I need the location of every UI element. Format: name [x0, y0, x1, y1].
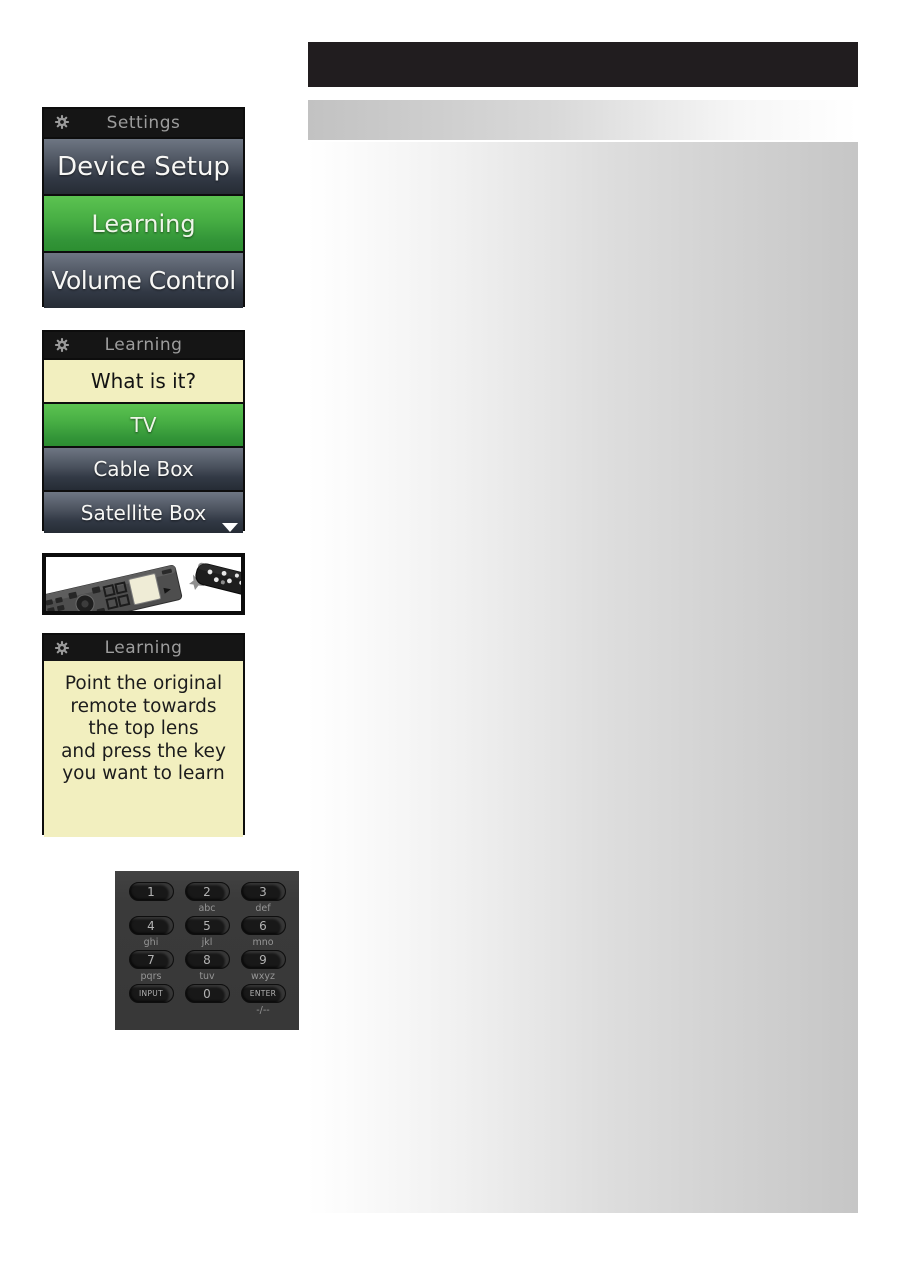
page-content-area [308, 142, 858, 1213]
instruction-line: you want to learn [62, 763, 225, 784]
key-1[interactable]: 1 [129, 882, 174, 901]
remotes-illustration [46, 557, 241, 611]
menu-item-satellite-box[interactable] [44, 490, 243, 533]
menu-item-learning[interactable]: Learning [44, 194, 243, 251]
keypad-cell [123, 984, 179, 1018]
scroll-down-indicator-icon[interactable] [222, 523, 238, 532]
page-subtitle-bar [308, 100, 858, 140]
keypad-cell [235, 916, 291, 950]
gear-icon [53, 113, 71, 131]
learning-remotes-photo [42, 553, 245, 615]
learning-device-panel-header [44, 332, 243, 358]
key-6[interactable]: 6 [241, 916, 286, 935]
menu-item-volume-control[interactable]: Volume Control [44, 251, 243, 308]
key-9[interactable]: 9 [241, 950, 286, 969]
key-4[interactable]: 4 [129, 916, 174, 935]
gear-icon [53, 639, 71, 657]
key-5[interactable]: 5 [185, 916, 230, 935]
key-enter-sublabel: -/-- [256, 1005, 270, 1016]
menu-item-cable-box[interactable]: Cable Box [44, 446, 243, 490]
remote-number-keypad [115, 871, 299, 1030]
key-7-sublabel: pqrs [140, 971, 162, 982]
keypad-row [123, 984, 291, 1018]
key-8-sublabel: tuv [199, 971, 215, 982]
settings-panel [42, 107, 245, 307]
instruction-line: remote towards [70, 695, 217, 717]
key-9-sublabel: wxyz [250, 971, 275, 982]
settings-panel-header [44, 109, 243, 137]
keypad-row [123, 916, 291, 950]
keypad-cell [235, 950, 291, 984]
key-2[interactable]: 2 [185, 882, 230, 901]
menu-item-what-is-it[interactable]: What is it? [44, 358, 243, 402]
key-enter[interactable]: ENTER [241, 984, 286, 1003]
keypad-cell [123, 882, 179, 916]
page-title-bar [308, 42, 858, 87]
learning-instruction-panel-title: Learning [104, 638, 183, 658]
key-4-sublabel: ghi [143, 937, 159, 948]
keypad-cell [179, 984, 235, 1018]
learning-device-panel [42, 330, 245, 531]
keypad-row [123, 882, 291, 916]
key-8[interactable]: 8 [185, 950, 230, 969]
keypad-row [123, 950, 291, 984]
key-7[interactable]: 7 [129, 950, 174, 969]
menu-item-device-setup[interactable]: Device Setup [44, 137, 243, 194]
keypad-cell [235, 882, 291, 916]
key-6-sublabel: mno [252, 937, 274, 948]
key-5-sublabel: jkl [201, 937, 213, 948]
instruction-text [44, 661, 243, 837]
gear-icon [53, 336, 71, 354]
settings-panel-title: Settings [106, 113, 181, 133]
instruction-line: the top lens [88, 718, 199, 739]
keypad-cell [179, 950, 235, 984]
key-2-sublabel: abc [198, 903, 216, 914]
keypad-cell [123, 950, 179, 984]
key-input[interactable]: INPUT [129, 984, 174, 1003]
key-3[interactable]: 3 [241, 882, 286, 901]
instruction-line: Point the original [64, 673, 223, 694]
keypad-cell [179, 916, 235, 950]
key-0[interactable]: 0 [185, 984, 230, 1003]
menu-item-tv[interactable]: TV [44, 402, 243, 446]
key-3-sublabel: def [255, 903, 271, 914]
menu-item-satellite-box-label: Satellite Box [80, 500, 207, 525]
keypad-cell [235, 984, 291, 1018]
keypad-cell [179, 882, 235, 916]
learning-instruction-panel [42, 633, 245, 835]
learning-device-panel-title: Learning [104, 335, 183, 355]
learning-instruction-panel-header [44, 635, 243, 661]
instruction-line: and press the key [61, 740, 226, 762]
keypad-cell [123, 916, 179, 950]
